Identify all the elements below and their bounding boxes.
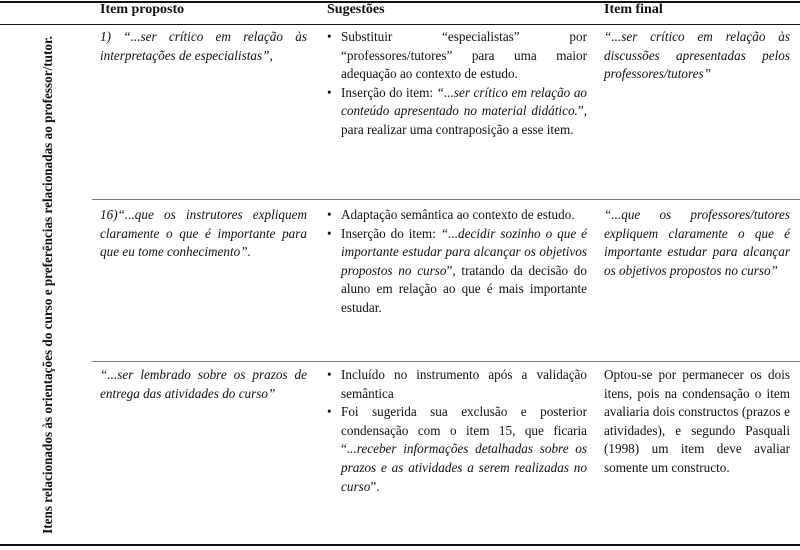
suggestion-text-run: Inserção do item: xyxy=(341,225,441,241)
suggestion-text-run: ...receber informações detalhadas sobre os prazos e as atividades a serem realizadas no curso xyxy=(341,441,587,494)
row-rule-2 xyxy=(92,361,800,362)
row-1-suggestion-2 xyxy=(327,84,587,140)
row-2-item-proposto: 16)“...que os instrutores expliquem claramente o que é importante para que eu tome conhecimento”. xyxy=(100,207,307,260)
suggestion-text-run: Foi sugerida sua exclusão e posterior condensação com o item 15, que ficaria “ xyxy=(341,404,587,457)
row-group-label: Itens relacionados às orientações do curso e preferências relacionadas ao professor/tutor. xyxy=(40,36,55,534)
row-1-item-proposto: 1) “...ser crítico em relação às interpretações de especialistas”, xyxy=(100,29,307,63)
header-sugestoes: Sugestões xyxy=(327,2,385,17)
suggestion-text-run: Adaptação semântica ao contexto de estudo. xyxy=(341,207,575,222)
row-3-sugestoes xyxy=(327,366,587,496)
row-3-suggestion-2 xyxy=(327,403,587,496)
row-rule-1 xyxy=(92,199,800,200)
suggestion-text-run: ”, tratando da decisão do aluno em relação ao que é mais importante estudar. xyxy=(341,262,587,315)
row-3-item-proposto: “...ser lembrado sobre os prazos de entrega das atividades do curso” xyxy=(100,367,307,401)
suggestion-text-run: ”, para realizar uma contraposição a esse item. xyxy=(341,103,587,137)
suggestion-text-run: ”. xyxy=(370,478,380,494)
header-item-final: Item final xyxy=(604,2,663,17)
suggestion-text-run: Inserção do item: xyxy=(341,84,437,100)
header-item-proposto: Item proposto xyxy=(100,2,185,17)
suggestion-text-run: Substituir “especialistas” por “professores/tutores” para uma maior adequação ao contexto de estudo. xyxy=(341,29,587,82)
header-rule xyxy=(0,24,800,25)
row-1-sugestoes xyxy=(327,28,587,140)
row-1-suggestion-1 xyxy=(327,28,587,84)
row-2-suggestion-2 xyxy=(327,225,587,318)
bottom-rule xyxy=(0,544,800,546)
row-3-item-final: Optou-se por permanecer os dois itens, pois na condensação o item avaliaria dois constructos (prazos e atividades), e segundo Pasquali (1998) um item deve avaliar somente um constructo. xyxy=(604,367,790,475)
row-2-sugestoes xyxy=(327,206,587,318)
row-3-suggestion-1 xyxy=(327,366,587,403)
suggestion-text-run: “...ser crítico em relação ao conteúdo apresentado no material didático. xyxy=(341,84,588,119)
row-2-suggestion-1 xyxy=(327,206,587,225)
row-group-label-cell xyxy=(6,28,90,542)
suggestion-text-run: Incluído no instrumento após a validação semântica xyxy=(341,367,587,401)
row-1-item-final: “...ser crítico em relação às discussões apresentadas pelos professores/tutores” xyxy=(604,29,790,82)
suggestion-text-run: “...decidir sozinho o que é importante estudar para alcançar os objetivos propostos no curso xyxy=(341,225,587,278)
row-2-item-final: “...que os professores/tutores expliquem claramente o que é importante estudar para alcançar os objetivos propostos no curso” xyxy=(604,207,790,278)
